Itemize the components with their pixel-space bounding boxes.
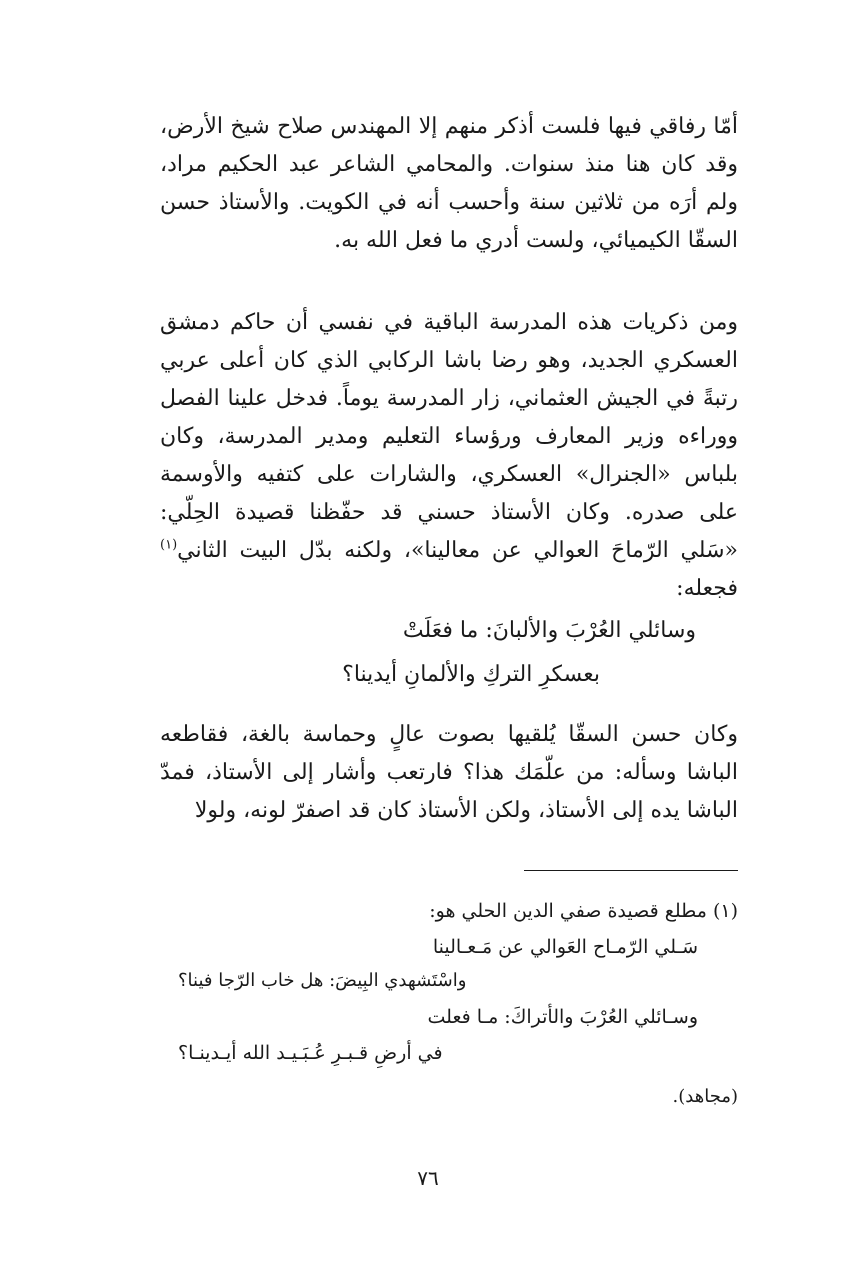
footnote-source: (مجاهد). <box>672 1086 738 1107</box>
page-number: ٧٦ <box>417 1166 439 1190</box>
footnote-intro: (١) مطلع قصيدة صفي الدين الحلي هو: <box>429 900 738 922</box>
paragraph-2-ending: فجعله: <box>676 576 738 601</box>
footnote-verse-3: وسـائلي العُرْبَ والأتراكَ: مـا فعلت <box>427 1006 698 1028</box>
paragraph-2 <box>160 304 738 608</box>
paragraph-2-text: ومن ذكريات هذه المدرسة الباقية في نفسي أن حاكم دمشق العسكري الجديد، وهو رضا باشا الركابي الذي كان أعلى عربي رتبةً في الجيش العثماني، زار المدرسة يوماً. فدخل علينا الفصل ووراءه وزير المعارف ورؤساء التعليم ومدير المدرسة، وكان بلباس «الجنرال» العسكري، والشارات على كتفيه والأوسمة على صدره. وكان الأستاذ حسني قد حفّظنا قصيدة الحِلّي: «سَلي الرّماحَ العوالي عن معالينا»، ولكنه بدّل البيت الثاني <box>160 310 738 563</box>
footnote-verse-1: سَـلي الرّمـاح العَوالي عن مَـعـالينا <box>432 936 698 958</box>
footnote-marker: (١) <box>160 537 178 553</box>
paragraph-3: وكان حسن السقّا يُلقيها بصوت عالٍ وحماسة بالغة، فقاطعه الباشا وسأله: من علّمَك هذا؟ فارتعب وأشار إلى الأستاذ، فمدّ الباشا يده إلى الأستاذ، ولكن الأستاذ كان قد اصفرّ لونه، ولولا <box>160 722 738 823</box>
footnote-separator <box>524 870 738 871</box>
footnote-verse-2: واسْتَشهدي البِيضَ: هل خاب الرّجا فينا؟ <box>178 970 467 991</box>
paragraph-1: أمّا رفاقي فيها فلست أذكر منهم إلا المهندس صلاح شيخ الأرض، وقد كان هنا منذ سنوات. والمحامي الشاعر عبد الحكيم مراد، ولم أرَه من ثلاثين سنة وأحسب أنه في الكويت. والأستاذ حسن السقّا الكيميائي، ولست أدري ما فعل الله به. <box>160 114 738 253</box>
verse-line-1: وسائلي العُرْبَ والألبانَ: ما فعَلَتْ <box>402 618 696 643</box>
verse-line-2: بعسكرِ التركِ والألمانِ أيدينا؟ <box>342 662 600 687</box>
footnote-verse-4: في أرضِ قـبـرِ عُـبَـيـد الله أيـدينـا؟ <box>178 1042 443 1064</box>
